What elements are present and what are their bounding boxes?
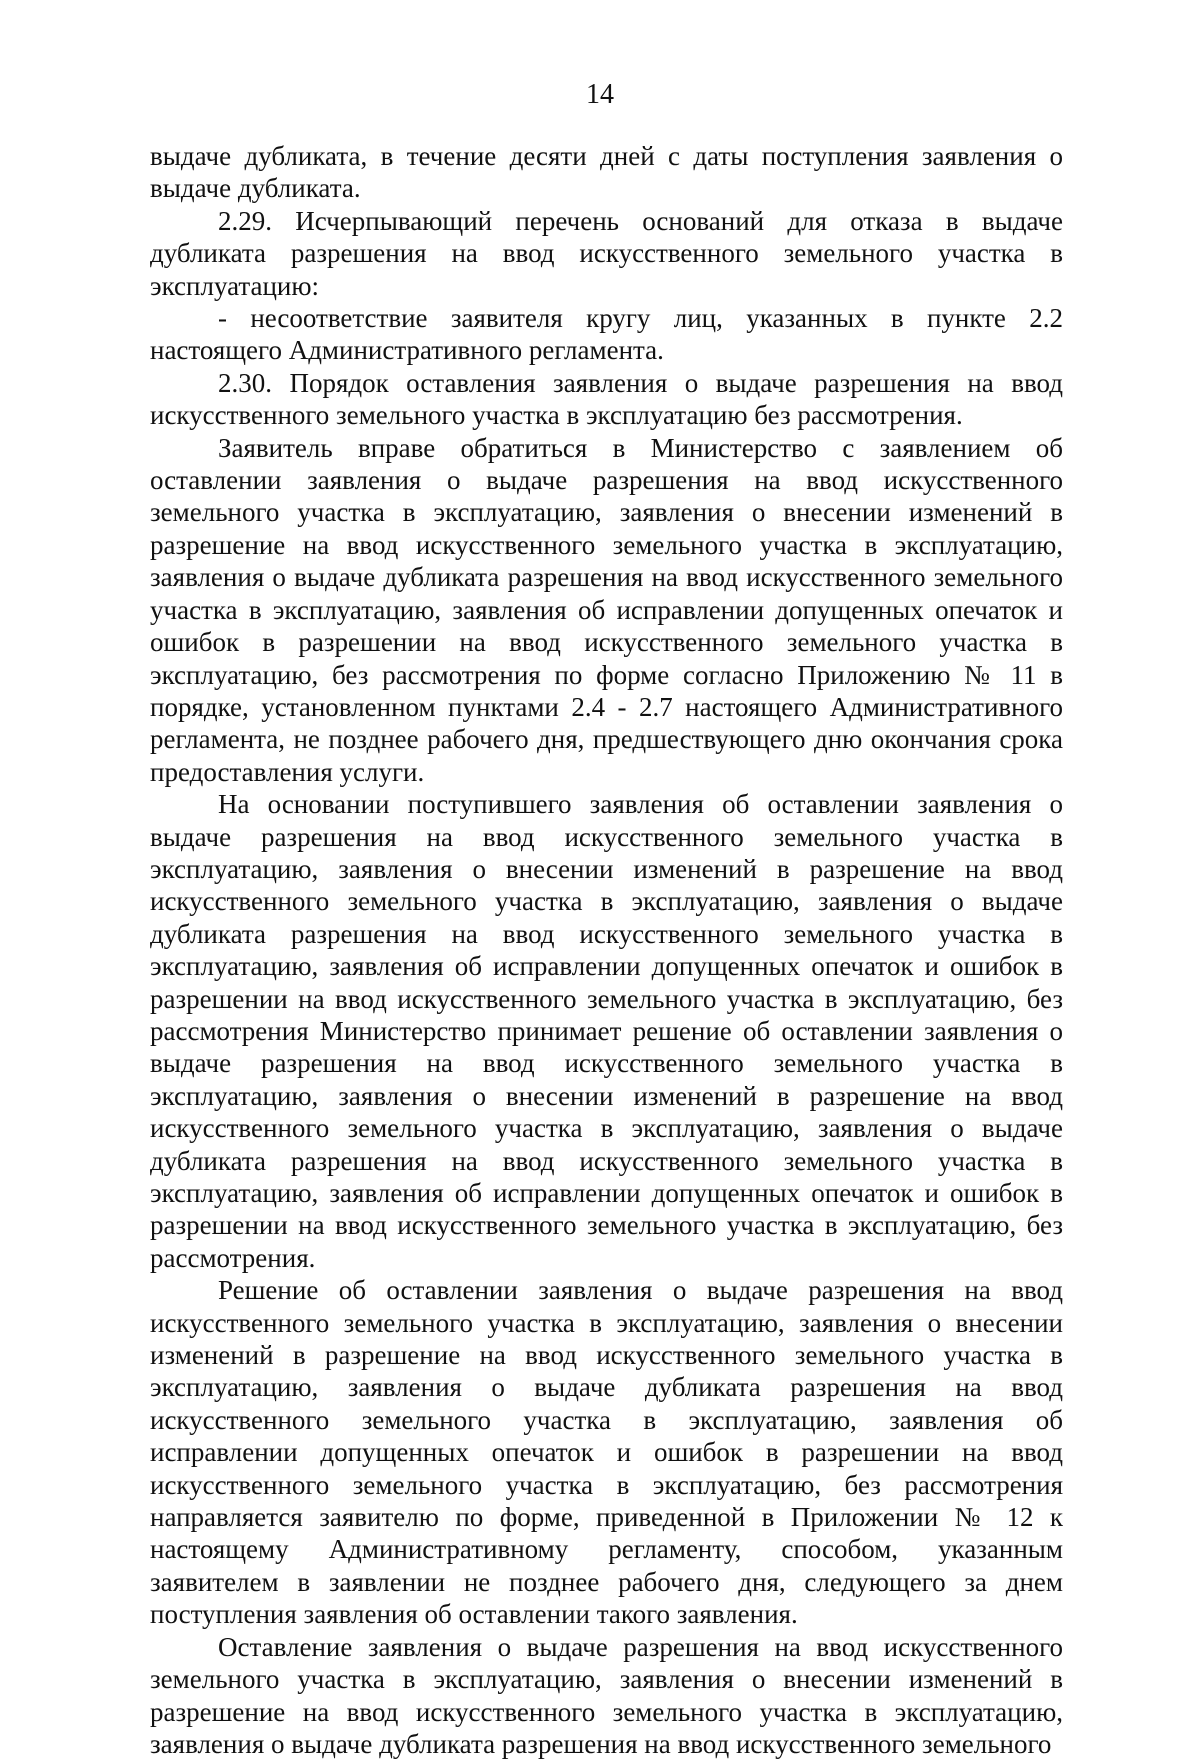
- paragraph-2-29: 2.29. Исчерпывающий перечень оснований для отказа в выдаче дубликата разрешения на ввод искусственного земельного участка в эксплуатацию:: [150, 205, 1063, 301]
- paragraph-2-30: 2.30. Порядок оставления заявления о выдаче разрешения на ввод искусственного земельного участка в эксплуатацию без рассмотрения.: [150, 367, 1063, 431]
- document-body: [150, 140, 1063, 1760]
- paragraph-continuation: выдаче дубликата, в течение десяти дней с даты поступления заявления о выдаче дубликата.: [150, 141, 1063, 204]
- paragraph-leaving-application: Оставление заявления о выдаче разрешения на ввод искусственного земельного участка в эксплуатацию, заявления о внесении изменений в разрешение на ввод искусственного земельного участка в эксплуатацию, заявления о выдаче дубликата разрешения на ввод искусственного земельного: [150, 1631, 1063, 1759]
- paragraph-applicant-right: Заявитель вправе обратиться в Министерство с заявлением об оставлении заявления о выдаче разрешения на ввод искусственного земельного участка в эксплуатацию, заявления о внесении изменений в разрешение на ввод искусственного земельного участка в эксплуатацию, заявления о выдаче дубликата разрешения на ввод искусственного земельного участка в эксплуатацию, заявления об исправлении допущенных опечаток и ошибок в разрешении на ввод искусственного земельного участка в эксплуатацию, без рассмотрения по форме согласно Приложению № 11 в порядке, установленном пунктами 2.4 - 2.7 настоящего Административного регламента, не позднее рабочего дня, предшествующего дню окончания срока предоставления услуги.: [150, 432, 1063, 787]
- paragraph-refusal-ground: - несоответствие заявителя кругу лиц, указанных в пункте 2.2 настоящего Административного регламента.: [150, 303, 1063, 366]
- paragraph-decision-sending: Решение об оставлении заявления о выдаче разрешения на ввод искусственного земельного участка в эксплуатацию, заявления о внесении изменений в разрешение на ввод искусственного земельного участка в эксплуатацию, заявления о выдаче дубликата разрешения на ввод искусственного земельного участка в эксплуатацию, заявления об исправлении допущенных опечаток и ошибок в разрешении на ввод искусственного земельного участка в эксплуатацию, без рассмотрения направляется заявителю по форме, приведенной в Приложении № 12 к настоящему Административному регламенту, способом, указанным заявителем в заявлении не позднее рабочего дня, следующего за днем поступления заявления об оставлении такого заявления.: [150, 1275, 1063, 1630]
- paragraph-ministry-decision: На основании поступившего заявления об оставлении заявления о выдаче разрешения на ввод искусственного земельного участка в эксплуатацию, заявления о внесении изменений в разрешение на ввод искусственного земельного участка в эксплуатацию, заявления о выдаче дубликата разрешения на ввод искусственного земельного участка в эксплуатацию, заявления об исправлении допущенных опечаток и ошибок в разрешении на ввод искусственного земельного участка в эксплуатацию, без рассмотрения Министерство принимает решение об оставлении заявления о выдаче разрешения на ввод искусственного земельного участка в эксплуатацию, заявления о внесении изменений в разрешение на ввод искусственного земельного участка в эксплуатацию, заявления о выдаче дубликата разрешения на ввод искусственного земельного участка в эксплуатацию, заявления об исправлении допущенных опечаток и ошибок в разрешении на ввод искусственного земельного участка в эксплуатацию, без рассмотрения.: [150, 789, 1063, 1273]
- page-number: 14: [586, 79, 614, 110]
